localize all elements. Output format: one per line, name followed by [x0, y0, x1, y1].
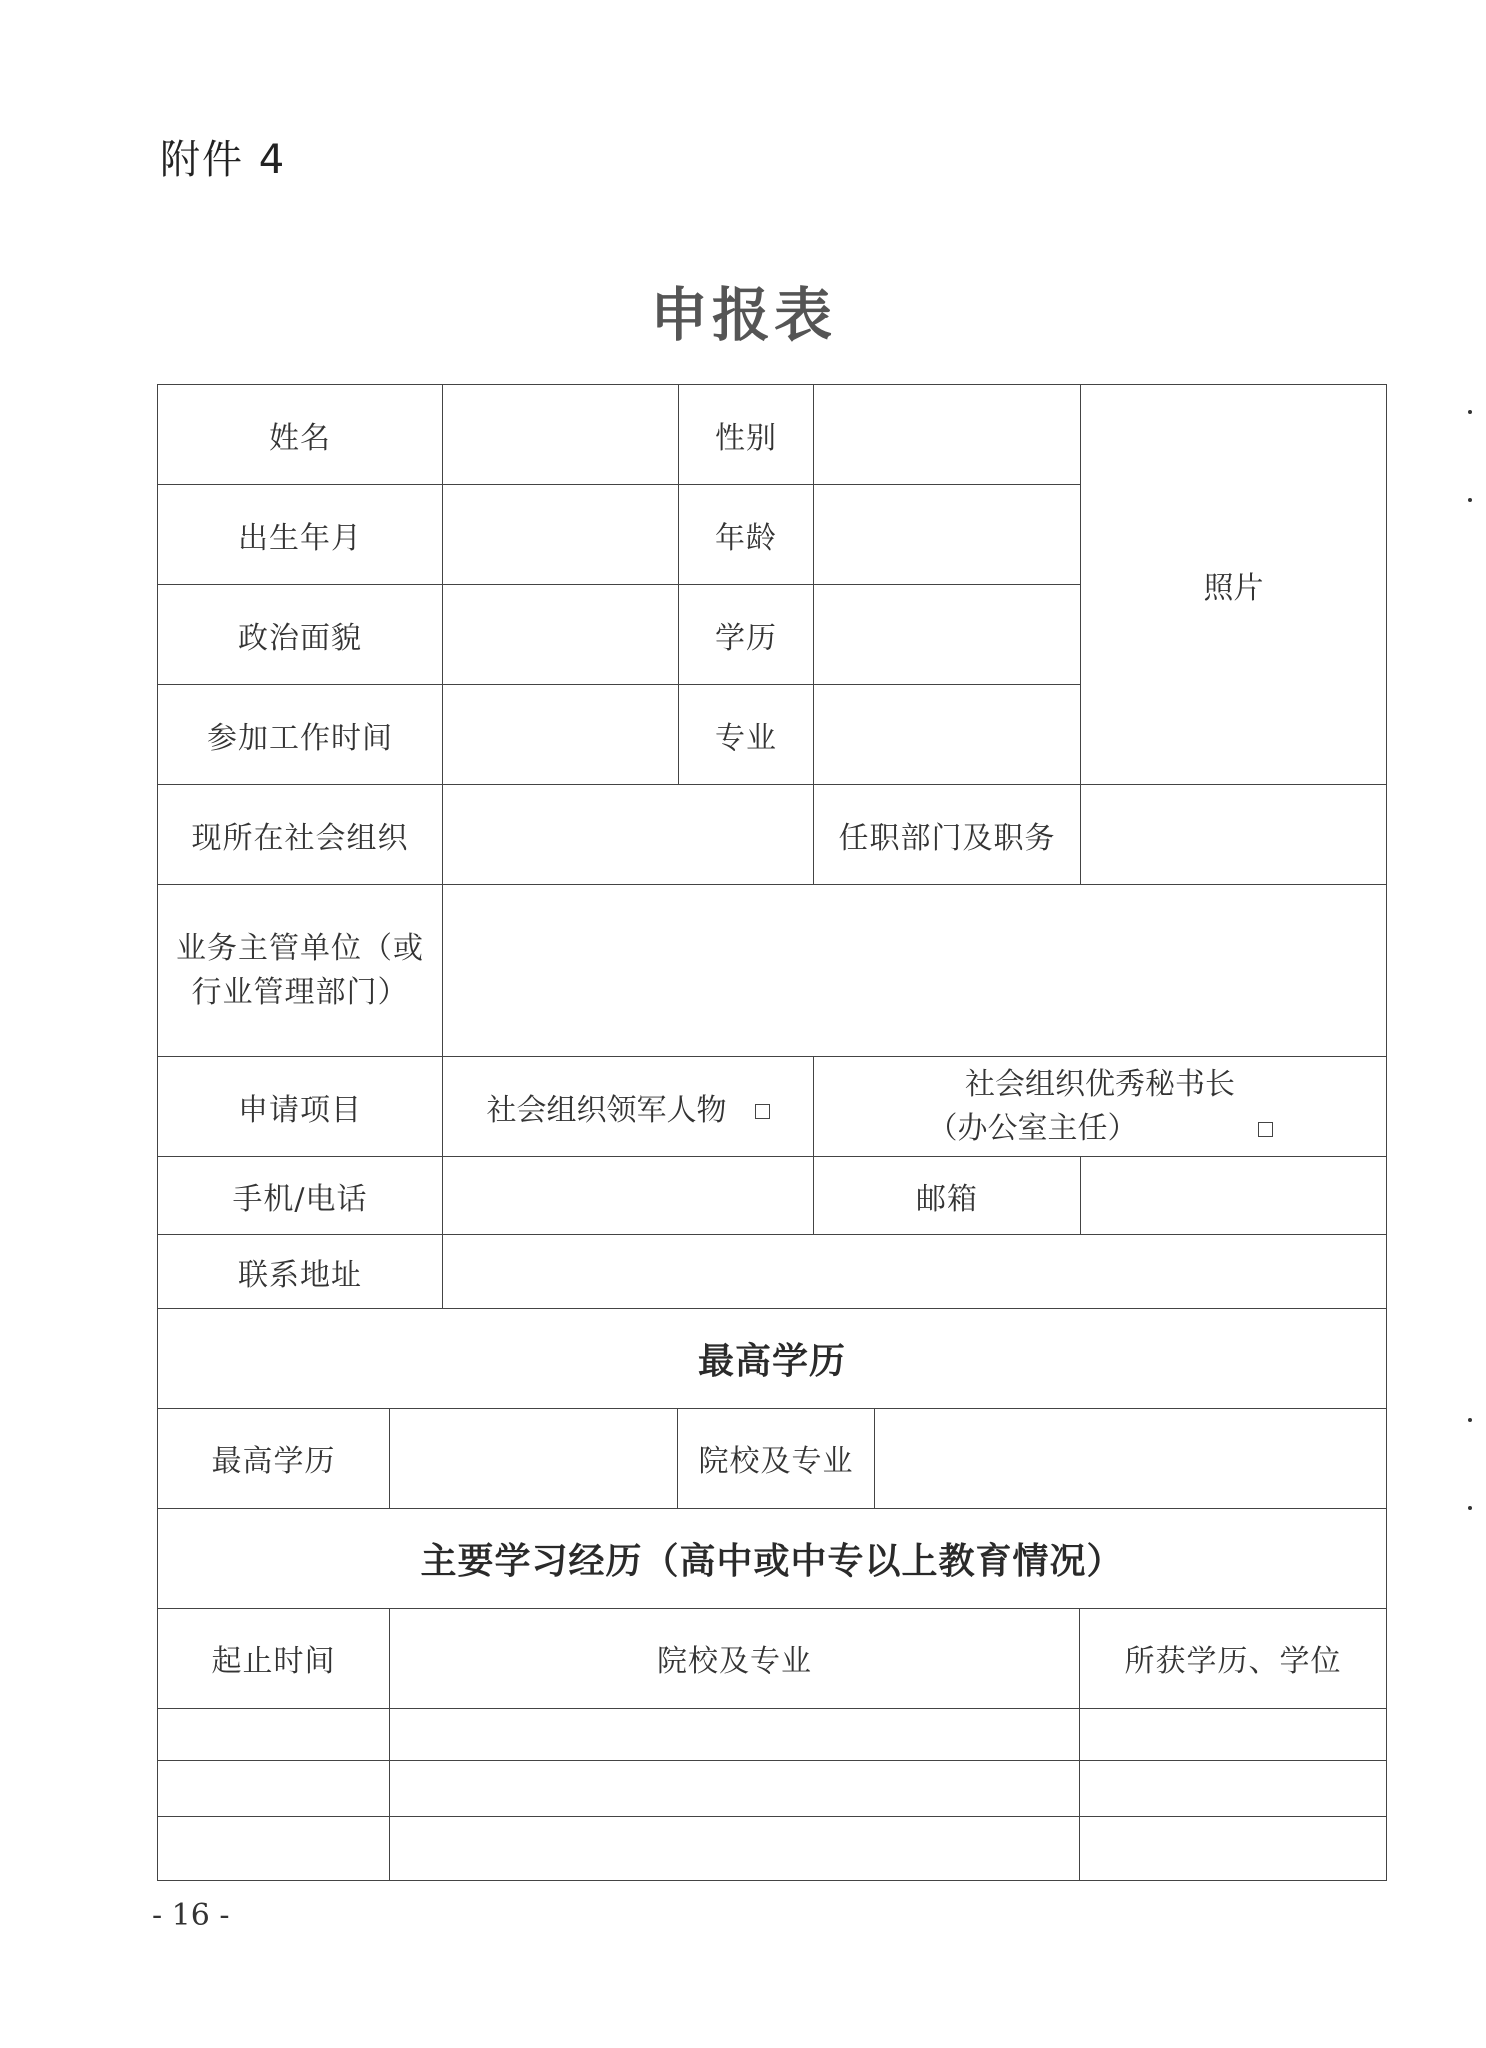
study-school-cell[interactable] [390, 1708, 1080, 1760]
gender-label: 性别 [679, 385, 814, 485]
org-label: 现所在社会组织 [158, 785, 443, 885]
form-table-personal [157, 384, 1387, 1309]
phone-field[interactable] [443, 1157, 814, 1235]
form-title: 申报表 [649, 281, 836, 349]
option-secretary-checkbox[interactable] [1258, 1122, 1273, 1137]
email-label: 邮箱 [814, 1157, 1081, 1235]
page-number: - 16 - [152, 1898, 230, 1933]
age-label: 年龄 [679, 485, 814, 585]
option-leader-checkbox[interactable] [755, 1104, 770, 1119]
work-start-field[interactable] [443, 685, 679, 785]
age-field[interactable] [814, 485, 1081, 585]
email-field[interactable] [1081, 1157, 1387, 1235]
scan-speck [1468, 410, 1472, 414]
study-time-cell[interactable] [158, 1816, 390, 1880]
study-degree-header: 所获学历、学位 [1080, 1608, 1387, 1708]
major-field[interactable] [814, 685, 1081, 785]
highest-education-field[interactable] [390, 1408, 678, 1508]
study-row [158, 1760, 1387, 1816]
name-field[interactable] [443, 385, 679, 485]
study-time-cell[interactable] [158, 1708, 390, 1760]
photo-label: 照片 [1203, 570, 1264, 606]
highest-education-title: 最高学历 [158, 1308, 1387, 1408]
phone-label: 手机/电话 [158, 1157, 443, 1235]
attachment-label: 附件 4 [160, 137, 287, 183]
study-school-header: 院校及专业 [390, 1608, 1080, 1708]
address-label: 联系地址 [158, 1235, 443, 1309]
study-time-cell[interactable] [158, 1760, 390, 1816]
study-row [158, 1708, 1387, 1760]
work-start-label: 参加工作时间 [158, 685, 443, 785]
supervisor-label: 业务主管单位（或行业管理部门） [158, 885, 443, 1057]
application-form [157, 384, 1386, 1881]
study-school-cell[interactable] [390, 1760, 1080, 1816]
position-field[interactable] [1081, 785, 1387, 885]
option-secretary-cell[interactable] [814, 1057, 1387, 1157]
school-major-field[interactable] [875, 1408, 1387, 1508]
address-field[interactable] [443, 1235, 1387, 1309]
option-leader-label: 社会组织领军人物 [486, 1092, 727, 1128]
school-major-label: 院校及专业 [678, 1408, 875, 1508]
option-secretary-label-line1: 社会组织优秀秘书长 [965, 1066, 1235, 1102]
scan-speck [1468, 1418, 1472, 1422]
study-school-cell[interactable] [390, 1816, 1080, 1880]
supervisor-field[interactable] [443, 885, 1387, 1057]
option-leader-cell[interactable] [443, 1057, 814, 1157]
study-row [158, 1816, 1387, 1880]
name-label: 姓名 [158, 385, 443, 485]
form-table-education [157, 1308, 1387, 1881]
study-degree-cell[interactable] [1080, 1760, 1387, 1816]
scan-speck [1468, 1506, 1472, 1510]
org-field[interactable] [443, 785, 814, 885]
politics-field[interactable] [443, 585, 679, 685]
major-label: 专业 [679, 685, 814, 785]
highest-education-label: 最高学历 [158, 1408, 390, 1508]
study-degree-cell[interactable] [1080, 1816, 1387, 1880]
study-degree-cell[interactable] [1080, 1708, 1387, 1760]
birth-label: 出生年月 [158, 485, 443, 585]
position-label: 任职部门及职务 [814, 785, 1081, 885]
study-history-title: 主要学习经历（高中或中专以上教育情况） [158, 1508, 1387, 1608]
birth-field[interactable] [443, 485, 679, 585]
gender-field[interactable] [814, 385, 1081, 485]
scan-speck [1468, 498, 1472, 502]
education-label: 学历 [679, 585, 814, 685]
photo-cell[interactable] [1081, 385, 1387, 785]
politics-label: 政治面貌 [158, 585, 443, 685]
option-secretary-label-line2: （办公室主任） [927, 1110, 1138, 1146]
study-time-header: 起止时间 [158, 1608, 390, 1708]
project-label: 申请项目 [158, 1057, 443, 1157]
education-field[interactable] [814, 585, 1081, 685]
